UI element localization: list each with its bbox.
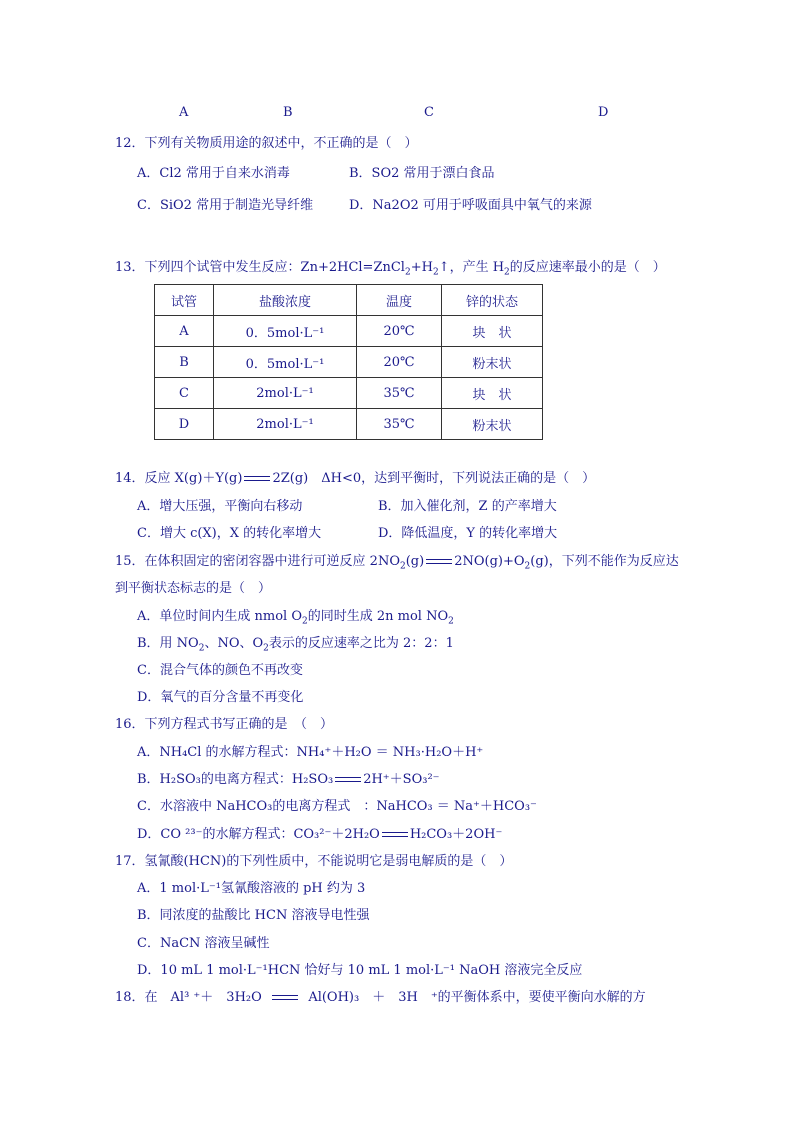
table-header: 盐酸浓度: [214, 285, 357, 316]
table-row: [155, 409, 543, 440]
table-cell: 0．5mol·L⁻¹: [214, 347, 357, 378]
table-cell: 0．5mol·L⁻¹: [214, 316, 357, 347]
table-header: 温度: [357, 285, 442, 316]
table-row: [155, 316, 543, 347]
table-cell: 20℃: [357, 347, 442, 378]
equilibrium-arrow-icon: [426, 557, 452, 567]
q14-option-d: D．降低温度，Y 的转化率增大: [378, 526, 558, 541]
q17-option-b: B．同浓度的盐酸比 HCN 溶液导电性强: [137, 908, 370, 923]
table-cell: 粉末状: [442, 347, 543, 378]
equilibrium-arrow-icon: [382, 830, 408, 840]
q12-option-b: B．SO2 常用于漂白食品: [349, 166, 495, 181]
q14-stem: 14．反应 X(g)＋Y(g) 2Z(g) ΔH<0，达到平衡时，下列说法正确的是（ ）: [115, 471, 596, 486]
table-header-row: [155, 285, 543, 316]
q15-option-c: C．混合气体的颜色不再改变: [137, 663, 303, 678]
q13-table: [154, 284, 543, 440]
table-cell: D: [155, 409, 214, 440]
table-cell: B: [155, 347, 214, 378]
table-cell: 块 状: [442, 316, 543, 347]
q12-stem: 12．下列有关物质用途的叙述中，不正确的是（ ）: [115, 136, 418, 151]
table-cell: C: [155, 378, 214, 409]
q12-option-a: A．Cl2 常用于自来水消毒: [137, 166, 290, 181]
table-header: 锌的状态: [442, 285, 543, 316]
q14-option-a: A．增大压强，平衡向右移动: [137, 499, 303, 514]
prev-option-d: D: [598, 105, 609, 120]
q16-stem: 16．下列方程式书写正确的是 （ ）: [115, 717, 334, 732]
q14-option-c: C．增大 c(X)，X 的转化率增大: [137, 526, 322, 541]
q15-option-d: D．氧气的百分含量不再变化: [137, 690, 304, 705]
prev-option-a: A: [179, 105, 189, 120]
q18-stem: 18．在 Al³ ⁺＋ 3H₂O Al(OH)₃ ＋ 3H ⁺的平衡体系中，要使平衡向水解的方: [115, 990, 646, 1005]
q16-option-a: A．NH₄Cl 的水解方程式：NH₄⁺＋H₂O ＝ NH₃·H₂O＋H⁺: [137, 745, 484, 760]
equilibrium-arrow-icon: [272, 993, 298, 1003]
q17-option-a: A．1 mol·L⁻¹氢氰酸溶液的 pH 约为 3: [137, 881, 366, 896]
q15-option-a: A．单位时间内生成 nmol $O_2$的同时生成 2n mol $NO_2$: [137, 609, 454, 627]
table-cell: A: [155, 316, 214, 347]
q15-stem-line2: 到平衡状态标志的是（ ）: [115, 581, 272, 596]
q16-option-c: C．水溶液中 NaHCO₃的电离方程式 ：NaHCO₃ ＝ Na⁺＋HCO₃⁻: [137, 799, 537, 814]
q12-option-c: C．SiO2 常用于制造光导纤维: [137, 198, 314, 213]
prev-option-b: B: [283, 105, 293, 120]
table-cell: 20℃: [357, 316, 442, 347]
equilibrium-arrow-icon: [244, 474, 270, 484]
prev-option-c: C: [424, 105, 434, 120]
table-row: [155, 378, 543, 409]
table-cell: 2mol·L⁻¹: [214, 378, 357, 409]
table-row: [155, 347, 543, 378]
table-cell: 粉末状: [442, 409, 543, 440]
q15-option-b: B．用 $NO_2$、NO、$O_2$表示的反应速率之比为 2：2：1: [137, 636, 454, 654]
table-header: 试管: [155, 285, 214, 316]
q14-option-b: B．加入催化剂，Z 的产率增大: [378, 499, 557, 514]
q12-option-d: D．Na2O2 可用于呼吸面具中氧气的来源: [349, 198, 592, 213]
q15-stem-line1: 15．在体积固定的密闭容器中进行可逆反应 $2NO_2(g)$ $2NO(g)+O_2(g)$，下列不能作为反应达: [115, 554, 679, 572]
q13-stem: 13．下列四个试管中发生反应：$Zn+2HCl=ZnCl_2+H_2↑$，产生 $H_2$的反应速率最小的是（ ）: [115, 260, 666, 278]
q16-option-b: B．H₂SO₃的电离方程式：H₂SO₃ 2H⁺＋SO₃²⁻: [137, 772, 440, 787]
q17-option-c: C．NaCN 溶液呈碱性: [137, 936, 270, 951]
table-cell: 2mol·L⁻¹: [214, 409, 357, 440]
q16-option-d: D．CO ²³⁻的水解方程式：CO₃²⁻＋2H₂O H₂CO₃＋2OH⁻: [137, 827, 503, 842]
equilibrium-arrow-icon: [335, 775, 361, 785]
q17-option-d: D．10 mL 1 mol·L⁻¹HCN 恰好与 10 mL 1 mol·L⁻¹ NaOH 溶液完全反应: [137, 963, 583, 978]
table-cell: 块 状: [442, 378, 543, 409]
table-cell: 35℃: [357, 378, 442, 409]
q17-stem: 17．氢氰酸(HCN)的下列性质中，不能说明它是弱电解质的是（ ）: [115, 854, 513, 869]
table-cell: 35℃: [357, 409, 442, 440]
